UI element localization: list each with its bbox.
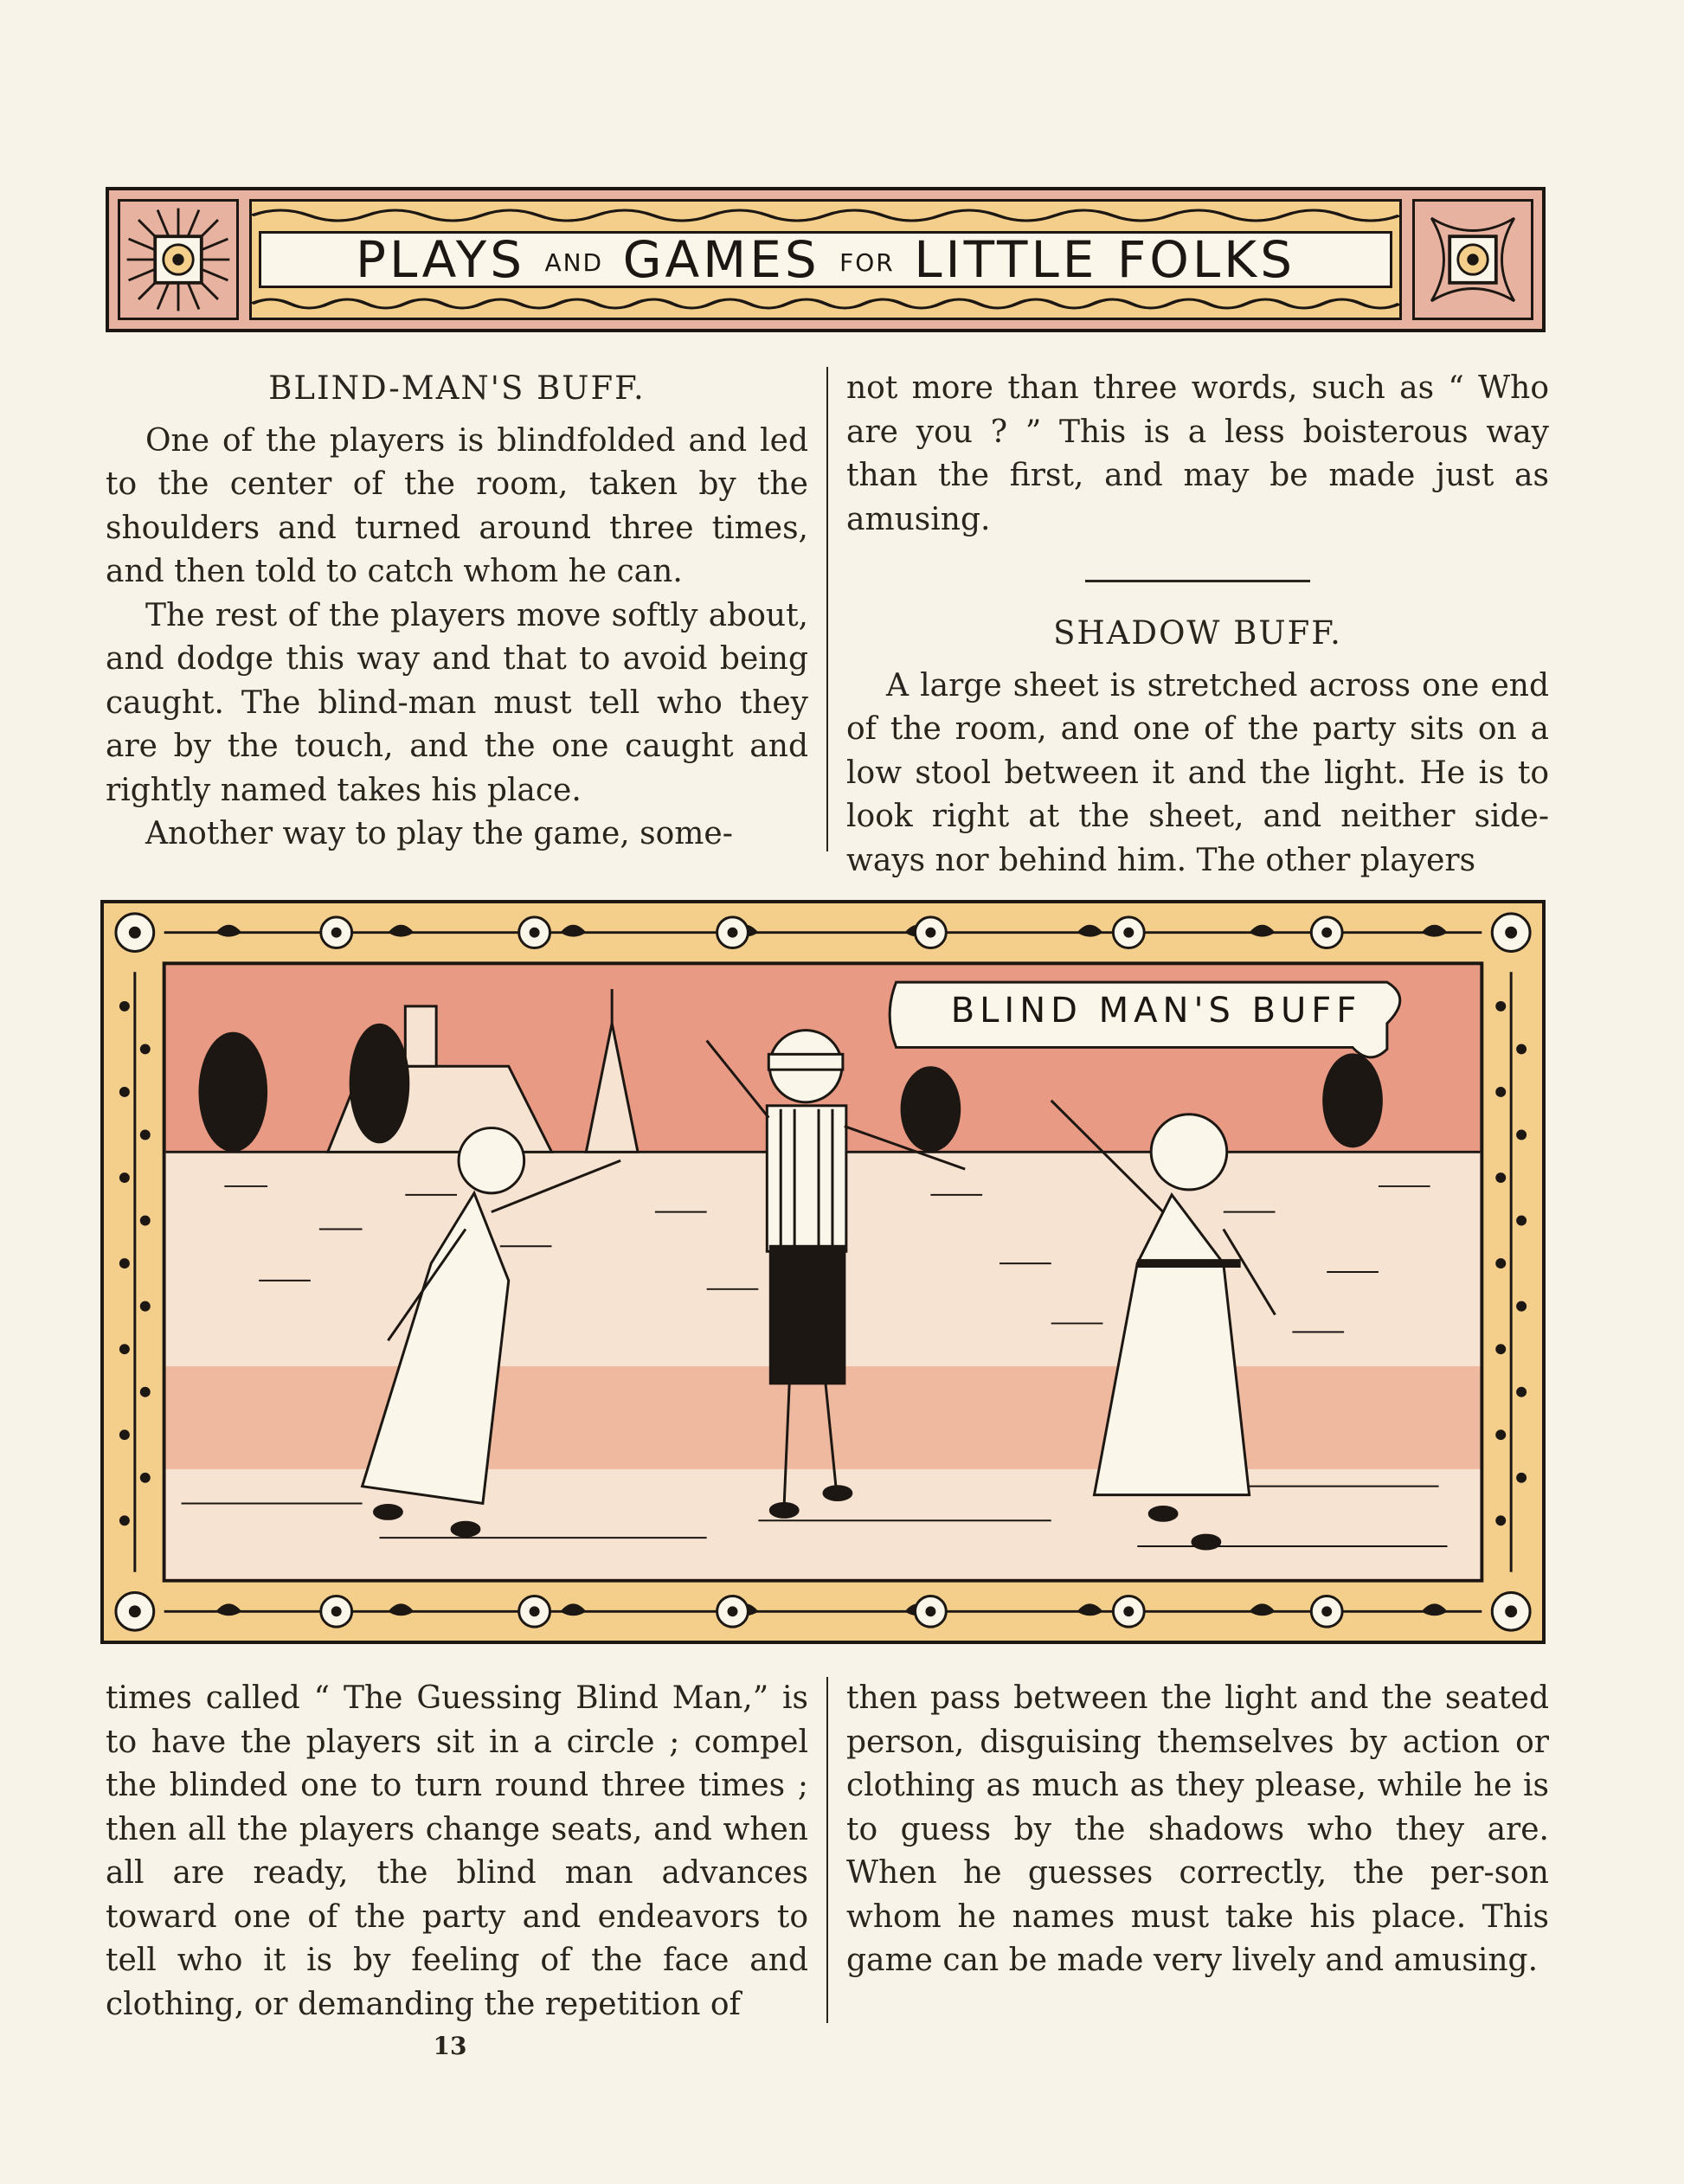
paragraph: Another way to play the game, some- — [145, 816, 733, 851]
section-divider — [1085, 580, 1310, 582]
column-bottom-left — [106, 1677, 808, 2027]
paragraph: then pass between the light and the seated person, disguising themselves by action or clothing as much as they please, while he is to guess by the shadows who they are. When he guesses correctly, the per-son whom he names must take his place. This game can be made very lively and amusing. — [846, 1680, 1549, 1978]
page-number: 13 — [433, 2032, 467, 2060]
sun-ornament-icon — [118, 199, 239, 320]
column-divider — [826, 367, 828, 851]
page-title: PLAYS AND GAMES FOR LITTLE FOLKS — [355, 230, 1296, 289]
sun-ornament-icon — [1412, 199, 1533, 320]
paragraph: times called “ The Guessing Blind Man,” is to have the players sit in a circle ; compel the blinded one to turn round three times ; then all the players change seats, and when all are ready, the blind man advances toward one of the party and endeavors to tell who it is by feeling of the face and clothing, or demanding the repetition of — [106, 1680, 808, 2022]
paragraph: A large sheet is stretched across one end of the room, and one of the party sits on a low stool between it and the light. He is to look right at the sheet, and neither side-ways nor behind him. The other players — [846, 667, 1549, 878]
section-heading-blind-mans-buff: BLIND-MAN'S BUFF. — [268, 369, 646, 407]
column-top-right — [846, 367, 1549, 883]
header-banner — [106, 187, 1546, 332]
column-divider — [826, 1677, 828, 2023]
illustration-caption: BLIND MAN'S BUFF — [950, 991, 1362, 1031]
paragraph: not more than three words, such as “ Who are you ? ” This is a less boisterous way than the first, and may be made just as amusing. — [846, 370, 1549, 537]
scroll-border-icon — [252, 205, 1399, 226]
paragraph: The rest of the players move softly about, and dodge this way and that to avoid being caught. The blind-man must tell who they are by the touch, and the one caught and rightly named takes his place. — [106, 597, 808, 808]
paragraph: One of the players is blindfolded and led to the center of the room, taken by the shoulders and turned around three times, and then told to catch whom he can. — [106, 422, 808, 589]
column-top-left — [106, 367, 808, 857]
header-title-panel — [249, 199, 1402, 320]
column-bottom-right — [846, 1677, 1549, 1983]
scroll-border-icon — [252, 293, 1399, 314]
header-title-box — [259, 231, 1392, 288]
section-heading-shadow-buff: SHADOW BUFF. — [1053, 614, 1342, 652]
